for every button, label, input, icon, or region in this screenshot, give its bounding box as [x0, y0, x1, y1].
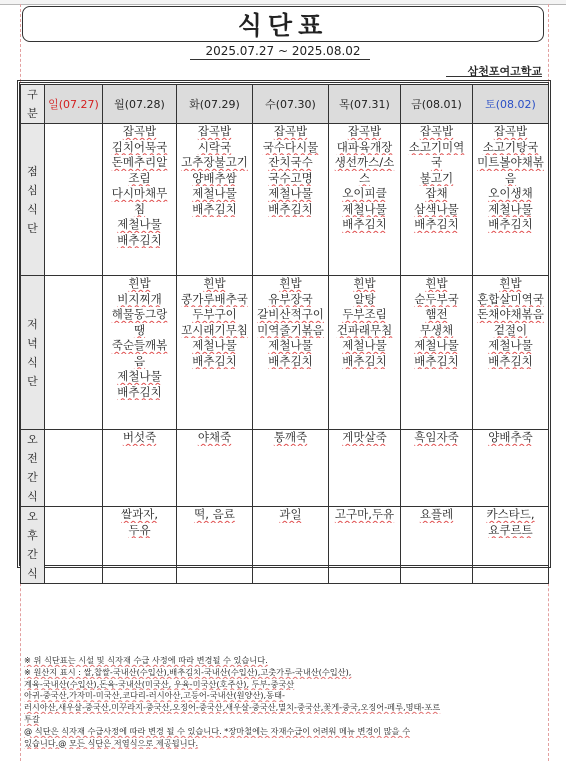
menu-table — [20, 84, 549, 584]
menu-item: 흰밥 — [128, 276, 151, 290]
category-char: 전 — [27, 452, 38, 465]
menu-item: 흰밥 — [353, 276, 376, 290]
category-char: 오 — [27, 433, 38, 446]
category-char: 간 — [27, 471, 38, 484]
menu-item: 제철나물 — [342, 201, 387, 216]
date-underline — [190, 59, 370, 60]
meal-row — [21, 276, 549, 430]
day-header: 일(07.27) — [45, 85, 103, 124]
header-row — [21, 85, 549, 124]
menu-item: 국수다시물 — [262, 139, 319, 154]
category-char: 후 — [27, 529, 38, 542]
menu-item: 콩가루배추국 — [181, 291, 248, 306]
menu-item: 버섯죽 — [122, 430, 157, 444]
menu-item: 배추김치 — [488, 217, 533, 231]
menu-item: 불고기 — [419, 170, 454, 185]
menu-item: 흑임자죽 — [414, 430, 459, 444]
menu-item: 제철나물 — [192, 186, 237, 200]
menu-item: 배추김치 — [488, 353, 533, 368]
day-header: 토(08.02) — [473, 85, 549, 124]
menu-item: 국수고명 — [268, 170, 313, 185]
menu-cell — [253, 430, 329, 507]
menu-item: 스 — [358, 170, 371, 185]
menu-item: 두부조림 — [342, 307, 387, 321]
category-char: 단 — [27, 221, 38, 235]
menu-cell — [473, 507, 549, 584]
menu-item: 배추김치 — [342, 217, 387, 231]
menu-item: 대파육개장 — [336, 139, 393, 154]
category-char: 식 — [27, 355, 38, 369]
category-char: 단 — [27, 374, 38, 388]
meal-category — [21, 507, 45, 584]
menu-item: 땡 — [133, 322, 146, 337]
ruler — [0, 0, 566, 5]
menu-item: 시락국 — [197, 139, 232, 154]
menu-item: 국 — [430, 155, 443, 169]
menu-item: 제철나물 — [342, 338, 387, 352]
menu-item: 잡곡밥 — [273, 124, 308, 138]
menu-item: 소고기탕국 — [482, 139, 539, 154]
menu-cell — [253, 276, 329, 430]
meal-row — [21, 507, 549, 584]
menu-item: 다시마채무 — [111, 186, 168, 200]
menu-cell — [473, 276, 549, 430]
menu-cell — [329, 430, 401, 507]
menu-item: 미역줄기볶음 — [257, 322, 324, 337]
title-box — [22, 6, 544, 42]
menu-cell — [177, 430, 253, 507]
menu-item: 갈비산적구이 — [257, 307, 324, 321]
menu-item: 음 — [504, 170, 517, 185]
note-line: ※ 위 식단표는 시설 및 식자재 수급 사정에 따라 변경될 수 있습니다. — [24, 655, 268, 665]
category-header — [21, 85, 45, 124]
note-line: @ 식단은 식자재 수급사정에 따라 변경 될 수 있습니다. *장마철에는 자재수급이 어려워 메뉴 변경이 많을 수 — [24, 725, 411, 736]
menu-cell — [45, 430, 103, 507]
menu-cell — [329, 507, 401, 584]
menu-item: 배추김치 — [268, 353, 313, 368]
menu-item: 건파래무침 — [336, 322, 393, 337]
menu-item: 오이생채 — [488, 186, 533, 200]
menu-item: 제철나물 — [117, 217, 162, 231]
menu-item: 죽순들깨볶 — [111, 338, 168, 352]
menu-item: 생선까스/소 — [334, 155, 395, 169]
menu-item: 두부구이 — [192, 307, 237, 321]
menu-cell — [401, 276, 473, 430]
menu-item: 배추김치 — [192, 201, 237, 216]
menu-item: 요쿠르트 — [488, 522, 533, 537]
menu-item: 배추김치 — [268, 201, 313, 216]
category-char: 구 — [27, 88, 38, 101]
page-title: 식단표 — [237, 11, 329, 40]
school-name: 삼천포여고학교 — [467, 65, 542, 78]
menu-item: 배추김치 — [414, 353, 459, 368]
menu-item: 쌀과자, — [121, 507, 158, 521]
menu-item: 제철나물 — [268, 338, 313, 352]
menu-item: 잡곡밥 — [197, 124, 232, 138]
meal-category — [21, 276, 45, 430]
menu-item: 잡곡밥 — [493, 124, 528, 138]
day-header: 월(07.28) — [103, 85, 177, 124]
menu-item: 카스타드, — [486, 507, 535, 521]
menu-item: 햄전 — [425, 307, 448, 321]
menu-item: 무생채 — [419, 322, 454, 337]
menu-item: 음 — [133, 353, 146, 368]
menu-item: 흰밥 — [499, 276, 522, 290]
menu-item: 잡곡밥 — [347, 124, 382, 138]
menu-item: 두유 — [128, 522, 151, 537]
menu-item: 오이피클 — [342, 186, 387, 200]
school-underline — [446, 76, 542, 77]
menu-cell — [401, 507, 473, 584]
category-char: 녁 — [27, 336, 38, 350]
note-line: 투갈 — [24, 713, 40, 724]
menu-item: 유부장국 — [268, 291, 313, 306]
menu-item: 야채죽 — [197, 430, 232, 444]
category-char: 점 — [27, 164, 38, 178]
menu-item: 흰밥 — [279, 276, 302, 290]
menu-item: 미트볼야채볶 — [477, 155, 544, 169]
menu-cell — [253, 507, 329, 584]
menu-item: 조림 — [128, 170, 151, 185]
menu-item: 흰밥 — [425, 276, 448, 290]
meal-row — [21, 124, 549, 276]
note-line: 러시아산,새우살-중국산,미꾸라지-중국산,오징어-중국산,새우살-중국산,멸치-중국산,꽃게-중국,오징어-페루,명태-포르 — [24, 702, 441, 713]
menu-item: 제철나물 — [192, 338, 237, 352]
menu-item: 돈메추리알 — [111, 155, 168, 169]
menu-item: 제철나물 — [117, 369, 162, 383]
meal-category — [21, 430, 45, 507]
menu-item: 꼬시래기무침 — [181, 322, 248, 337]
category-char: 식 — [27, 202, 38, 216]
category-char: 저 — [27, 317, 38, 331]
menu-item: 잡채 — [425, 186, 448, 200]
menu-item: 배추김치 — [117, 384, 162, 399]
menu-item: 해물동그랑 — [111, 307, 168, 321]
menu-item: 제철나물 — [488, 338, 533, 352]
menu-item: 삼색나물 — [414, 201, 459, 216]
menu-item: 김치어묵국 — [111, 139, 168, 154]
day-header: 금(08.01) — [401, 85, 473, 124]
menu-cell — [329, 276, 401, 430]
note-line: 아귀-중국산,가자미-미국산,코다리-러시아산,고등어-국내산(원양산),동태- — [24, 690, 285, 701]
menu-cell — [103, 276, 177, 430]
menu-cell — [45, 276, 103, 430]
menu-cell — [103, 507, 177, 584]
menu-item: 배추김치 — [414, 217, 459, 231]
menu-item: 순두부국 — [414, 291, 459, 306]
menu-cell — [473, 430, 549, 507]
menu-item: 배추김치 — [342, 353, 387, 368]
note-line: 계육-국내산(수입산),돈육-국내산(미국산, 우육-미국산(호주산), 두부-중국산 — [24, 678, 295, 689]
menu-cell — [401, 430, 473, 507]
note-line: ※ 원산지 표시 : 쌀,찹쌀-국내산(수입산),배추김치-국내산(수입산),고춧가루-국내산(수입산), — [24, 666, 352, 677]
menu-item: 혼합살미역국 — [477, 291, 544, 306]
menu-item: 돈채야채볶음 — [477, 307, 544, 321]
menu-item: 침 — [133, 201, 146, 216]
menu-cell — [473, 124, 549, 276]
menu-item: 흰밥 — [203, 276, 226, 290]
notes-section — [24, 655, 544, 749]
menu-cell — [177, 507, 253, 584]
menu-cell — [103, 124, 177, 276]
menu-item: 잡곡밥 — [122, 124, 157, 138]
menu-item: 배추김치 — [117, 232, 162, 247]
menu-item: 잡곡밥 — [419, 124, 454, 138]
menu-item: 배추김치 — [192, 353, 237, 368]
date-range: 2025.07.27 ~ 2025.08.02 — [205, 44, 361, 58]
category-char: 식 — [27, 490, 38, 503]
menu-item: 양배추쌈 — [192, 170, 237, 185]
category-char: 식 — [27, 567, 38, 580]
category-char: 분 — [27, 107, 38, 120]
category-char: 간 — [27, 548, 38, 561]
meal-row — [21, 430, 549, 507]
note-line: 있습니다.@ 모든 식단은 저염식으로 제공됩니다. — [24, 737, 199, 748]
meal-category — [21, 124, 45, 276]
category-char: 오 — [27, 510, 38, 523]
menu-item: 제철나물 — [488, 201, 533, 216]
menu-item: 제철나물 — [268, 186, 313, 200]
menu-item: 비지찌개 — [117, 291, 162, 306]
menu-cell — [45, 507, 103, 584]
menu-cell — [177, 276, 253, 430]
menu-cell — [253, 124, 329, 276]
menu-item: 요플레 — [419, 507, 454, 521]
menu-cell — [329, 124, 401, 276]
day-header: 수(07.30) — [253, 85, 329, 124]
day-header: 화(07.29) — [177, 85, 253, 124]
menu-cell — [103, 430, 177, 507]
menu-item: 잔치국수 — [268, 155, 313, 169]
menu-item: 게맛살죽 — [342, 430, 387, 444]
menu-item: 겉절이 — [493, 322, 528, 337]
category-char: 심 — [27, 183, 38, 197]
menu-cell — [177, 124, 253, 276]
menu-cell — [45, 124, 103, 276]
menu-item: 양배추죽 — [488, 430, 533, 444]
menu-item: 떡, 음료 — [194, 507, 235, 521]
menu-item: 고구마,두유 — [334, 507, 395, 521]
menu-cell — [401, 124, 473, 276]
menu-item: 알탕 — [353, 291, 376, 306]
menu-item: 고추장불고기 — [181, 155, 248, 169]
menu-item: 제철나물 — [414, 338, 459, 352]
day-header: 목(07.31) — [329, 85, 401, 124]
menu-item: 통깨죽 — [273, 430, 308, 444]
menu-item: 과일 — [279, 507, 302, 521]
menu-item: 소고기미역 — [408, 139, 465, 154]
